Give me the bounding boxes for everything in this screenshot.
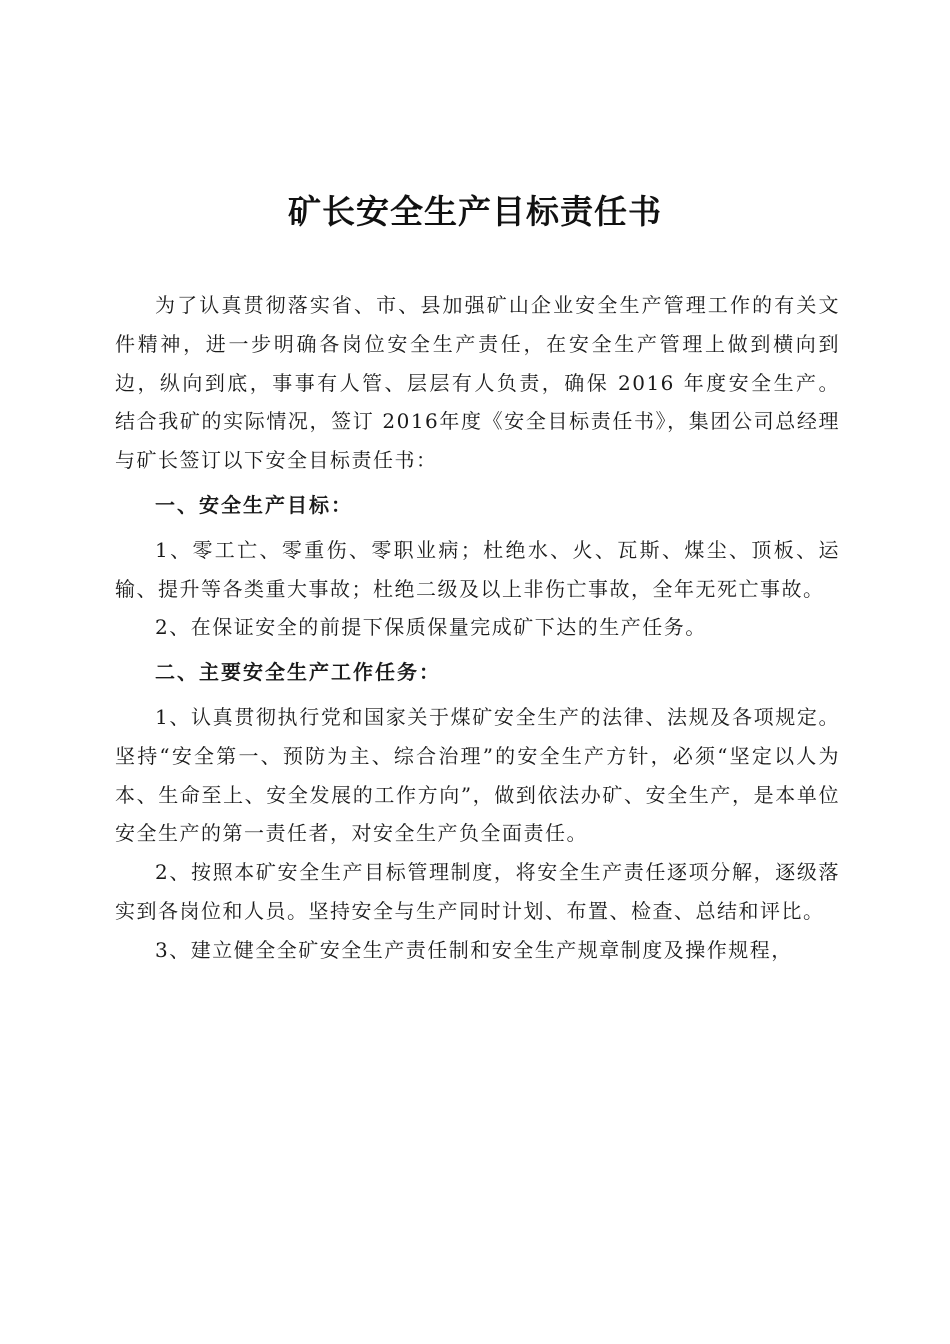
section-1-item: 1、零工亡、零重伤、零职业病；杜绝水、火、瓦斯、煤尘、顶板、运输、提升等各类重大事故；杜绝二级及以上非伤亡事故，全年无死亡事故。: [115, 537, 840, 601]
section-2-heading: 二、主要安全生产工作任务：: [155, 660, 441, 685]
document-body: [115, 286, 840, 970]
section-1-item: 2、在保证安全的前提下保质保量完成矿下达的生产任务。: [155, 615, 707, 640]
section-1-heading: 一、安全生产目标：: [155, 492, 353, 517]
section-2-item: 1、认真贯彻执行党和国家关于煤矿安全生产的法律、法规及各项规定。坚持“安全第一、预防为主、综合治理”的安全生产方针，必须“坚定以人为本、生命至上、安全发展的工作方向”，做到依法办矿、安全生产，是本单位安全生产的第一责任者，对安全生产负全面责任。: [115, 704, 840, 846]
section-2-item: 2、按照本矿安全生产目标管理制度，将安全生产责任逐项分解，逐级落实到各岗位和人员。坚持安全与生产同时计划、布置、检查、总结和评比。: [115, 860, 840, 923]
intro-paragraph: 为了认真贯彻落实省、市、县加强矿山企业安全生产管理工作的有关文件精神，进一步明确各岗位安全生产责任，在安全生产管理上做到横向到边，纵向到底，事事有人管、层层有人负责，确保 2016 年度安全生产。 结合我矿的实际情况，签订 2016年度《安全目标责任书》，集团公司总经理与矿长签订以下安全目标责任书：: [115, 293, 840, 473]
section-2-item: 3、建立健全全矿安全生产责任制和安全生产规章制度及操作规程，: [155, 937, 793, 962]
document-title: 矿长安全生产目标责任书: [288, 192, 662, 231]
